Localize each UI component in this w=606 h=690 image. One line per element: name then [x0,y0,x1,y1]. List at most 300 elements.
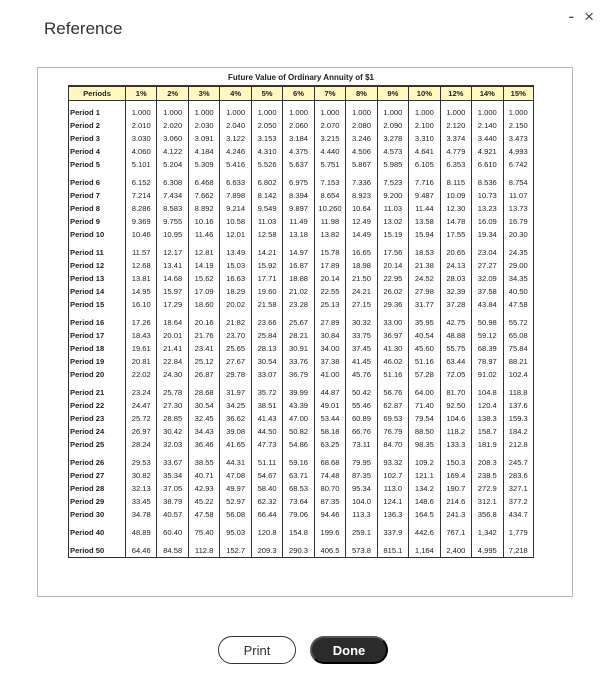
table-cell: 104.6 [440,412,471,425]
table-cell: 35.34 [156,469,187,482]
table-cell: 27.67 [219,355,250,368]
table-cell: 51.16 [377,368,408,381]
table-cell: 148.6 [408,495,439,508]
table-cell: 1.000 [156,106,187,119]
table-cell: 767.1 [440,526,471,539]
table-cell: 55.72 [503,316,534,329]
table-cell: 2.100 [408,119,439,132]
table-cell: 16.87 [282,259,313,272]
table-cell: 18.60 [188,298,219,311]
table-cell: 39.99 [282,386,313,399]
table-cell: 28.21 [282,329,313,342]
table-cell: 118.2 [440,425,471,438]
table-cell: 58.40 [251,482,282,495]
period-label: Period 8 [68,202,125,215]
table-cell: 33.76 [282,355,313,368]
period-label: Period 30 [68,508,125,521]
table-cell: 50.98 [471,316,502,329]
table-cell: 33.00 [377,316,408,329]
header-rate: 4% [219,86,250,101]
table-cell: 50.42 [345,386,376,399]
period-label: Period 5 [68,158,125,171]
table-cell: 2,400 [440,544,471,558]
table-cell: 28.03 [440,272,471,285]
table-cell: 164.5 [408,508,439,521]
table-cell: 14.95 [125,285,156,298]
table-cell: 30.91 [282,342,313,355]
table-cell: 18.98 [345,259,376,272]
table-cell: 37.45 [345,342,376,355]
table-cell: 7.214 [125,189,156,202]
table-cell: 118.8 [503,386,534,399]
table-cell: 28.68 [188,386,219,399]
table-cell: 79.06 [282,508,313,521]
table-cell: 56.08 [219,508,250,521]
table-cell: 17.89 [314,259,345,272]
table-cell: 12.30 [440,202,471,215]
header-rate: 9% [377,86,408,101]
table-cell: 65.08 [503,329,534,342]
table-cell: 4.440 [314,145,345,158]
table-cell: 55.75 [440,342,471,355]
table-cell: 283.6 [503,469,534,482]
table-cell: 49.01 [314,399,345,412]
table-cell: 241.3 [440,508,471,521]
table-title: Future Value of Ordinary Annuity of $1 [68,71,534,86]
table-cell: 59.16 [282,456,313,469]
dialog-title: Reference [44,19,123,38]
table-cell: 48.88 [440,329,471,342]
table-cell: 14.49 [345,228,376,241]
table-cell: 34.78 [125,508,156,521]
table-cell: 3.184 [282,132,313,145]
table-cell: 24.30 [156,368,187,381]
table-cell: 1.000 [471,106,502,119]
table-cell: 88.50 [408,425,439,438]
header-rate: 5% [251,86,282,101]
period-label: Period 50 [68,544,125,558]
table-cell: 26.02 [377,285,408,298]
table-cell: 20.02 [219,298,250,311]
print-button[interactable]: Print [218,636,296,664]
table-cell: 71.40 [408,399,439,412]
table-cell: 68.68 [314,456,345,469]
table-cell: 37.58 [471,285,502,298]
table-cell: 59.12 [471,329,502,342]
header-rate: 7% [314,86,345,101]
table-cell: 109.2 [408,456,439,469]
table-cell: 4.779 [440,145,471,158]
table-cell: 21.38 [408,259,439,272]
table-cell: 29.78 [219,368,250,381]
table-cell: 6.742 [503,158,534,171]
table-cell: 9.897 [282,202,313,215]
table-cell: 44.87 [314,386,345,399]
period-label: Period 2 [68,119,125,132]
table-cell: 11.44 [408,202,439,215]
table-cell: 24.52 [408,272,439,285]
table-cell: 25.78 [156,386,187,399]
table-cell: 7.336 [345,176,376,189]
period-label: Period 19 [68,355,125,368]
table-cell: 3.440 [471,132,502,145]
table-cell: 16.63 [219,272,250,285]
table-cell: 34.43 [188,425,219,438]
table-cell: 81.70 [440,386,471,399]
period-label: Period 28 [68,482,125,495]
table-cell: 124.1 [377,495,408,508]
table-cell: 63.44 [440,355,471,368]
table-cell: 3.153 [251,132,282,145]
table-cell: 120.4 [471,399,502,412]
table-cell: 34.25 [219,399,250,412]
table-cell: 199.6 [314,526,345,539]
table-cell: 12.01 [219,228,250,241]
table-cell: 11.03 [251,215,282,228]
table-cell: 104.8 [471,386,502,399]
table-cell: 14.68 [156,272,187,285]
table-cell: 44.31 [219,456,250,469]
period-label: Period 10 [68,228,125,241]
table-cell: 64.46 [125,544,156,558]
table-cell: 24.21 [345,285,376,298]
table-cell: 5.751 [314,158,345,171]
table-cell: 22.95 [377,272,408,285]
table-cell: 54.67 [251,469,282,482]
table-cell: 5.867 [345,158,376,171]
close-icon[interactable]: × [584,7,594,26]
table-cell: 9.755 [156,215,187,228]
table-cell: 79.54 [408,412,439,425]
table-cell: 79.95 [345,456,376,469]
table-cell: 7.898 [219,189,250,202]
table-cell: 16.65 [345,246,376,259]
table-cell: 68.53 [282,482,313,495]
table-cell: 14.78 [440,215,471,228]
table-cell: 75.84 [503,342,534,355]
table-cell: 22.02 [125,368,156,381]
table-cell: 102.7 [377,469,408,482]
table-cell: 3.278 [377,132,408,145]
table-cell: 41.43 [251,412,282,425]
table-cell: 3.122 [219,132,250,145]
table-cell: 43.84 [471,298,502,311]
table-cell: 94.46 [314,508,345,521]
table-cell: 25.12 [188,355,219,368]
table-cell: 17.56 [377,246,408,259]
table-cell: 25.13 [314,298,345,311]
table-cell: 112.8 [188,544,219,558]
table-cell: 4.060 [125,145,156,158]
table-cell: 8.923 [345,189,376,202]
table-cell: 14.97 [282,246,313,259]
table-cell: 60.40 [156,526,187,539]
table-cell: 134.2 [408,482,439,495]
table-cell: 33.67 [156,456,187,469]
table-cell: 55.46 [345,399,376,412]
done-button[interactable]: Done [310,636,388,664]
period-label: Period 22 [68,399,125,412]
table-cell: 26.97 [125,425,156,438]
table-cell: 22.55 [314,285,345,298]
table-cell: 18.88 [282,272,313,285]
table-cell: 16.79 [503,215,534,228]
period-label: Period 6 [68,176,125,189]
table-cell: 1.000 [503,106,534,119]
table-cell: 136.3 [377,508,408,521]
table-cell: 95.03 [219,526,250,539]
table-cell: 5.637 [282,158,313,171]
table-cell: 7.153 [314,176,345,189]
annuity-table [68,71,534,558]
table-cell: 11.49 [282,215,313,228]
table-cell: 32.03 [156,438,187,451]
table-cell: 13.23 [471,202,502,215]
table-cell: 6.975 [282,176,313,189]
period-label: Period 26 [68,456,125,469]
table-cell: 3.060 [156,132,187,145]
period-label: Period 9 [68,215,125,228]
table-cell: 19.61 [125,342,156,355]
table-cell: 24.47 [125,399,156,412]
table-cell: 21.76 [188,329,219,342]
table-cell: 158.7 [471,425,502,438]
table-cell: 20.65 [440,246,471,259]
table-cell: 92.50 [440,399,471,412]
table-cell: 30.32 [345,316,376,329]
table-cell: 17.26 [125,316,156,329]
table-cell: 3.215 [314,132,345,145]
table-cell: 11.57 [125,246,156,259]
period-label: Period 18 [68,342,125,355]
table-cell: 10.09 [440,189,471,202]
table-cell: 4.310 [251,145,282,158]
table-grid [68,86,534,558]
table-cell: 8.654 [314,189,345,202]
table-cell: 214.6 [440,495,471,508]
table-cell: 4.184 [188,145,219,158]
table-cell: 32.45 [188,412,219,425]
table-cell: 7.716 [408,176,439,189]
table-cell: 312.1 [471,495,502,508]
table-cell: 41.30 [377,342,408,355]
table-cell: 37.28 [440,298,471,311]
table-cell: 5.985 [377,158,408,171]
table-cell: 23.24 [125,386,156,399]
table-cell: 30.42 [156,425,187,438]
table-cell: 4.921 [471,145,502,158]
header-rate: 15% [503,86,534,101]
table-cell: 15.92 [251,259,282,272]
table-cell: 7.434 [156,189,187,202]
table-cell: 73.64 [282,495,313,508]
table-cell: 184.2 [503,425,534,438]
table-cell: 62.32 [251,495,282,508]
table-cell: 21.58 [251,298,282,311]
table-cell: 27.27 [471,259,502,272]
table-cell: 9.549 [251,202,282,215]
table-cell: 50.82 [282,425,313,438]
table-cell: 17.09 [188,285,219,298]
table-cell: 16.10 [125,298,156,311]
table-cell: 35.95 [408,316,439,329]
table-cell: 12.68 [125,259,156,272]
table-cell: 190.7 [440,482,471,495]
table-cell: 75.40 [188,526,219,539]
table-cell: 80.70 [314,482,345,495]
table-cell: 38.51 [251,399,282,412]
header-rate: 6% [282,86,313,101]
table-cell: 815.1 [377,544,408,558]
table-cell: 21.02 [282,285,313,298]
table-cell: 573.8 [345,544,376,558]
table-cell: 21.41 [156,342,187,355]
table-cell: 46.02 [377,355,408,368]
table-cell: 51.16 [408,355,439,368]
table-cell: 113.0 [377,482,408,495]
table-cell: 18.43 [125,329,156,342]
table-cell: 13.02 [377,215,408,228]
table-cell: 4.122 [156,145,187,158]
table-cell: 8.394 [282,189,313,202]
table-cell: 23.70 [219,329,250,342]
table-cell: 20.14 [314,272,345,285]
table-cell: 20.30 [503,228,534,241]
table-cell: 25.65 [219,342,250,355]
table-cell: 4,995 [471,544,502,558]
table-cell: 120.8 [251,526,282,539]
table-cell: 48.89 [125,526,156,539]
minimize-icon[interactable]: - [568,7,575,26]
header-rate: 1% [125,86,156,101]
table-cell: 406.5 [314,544,345,558]
table-cell: 36.62 [219,412,250,425]
table-cell: 272.9 [471,482,502,495]
table-cell: 9.369 [125,215,156,228]
table-cell: 20.16 [188,316,219,329]
table-cell: 29.53 [125,456,156,469]
table-cell: 36.79 [282,368,313,381]
table-cell: 3.473 [503,132,534,145]
table-cell: 3.246 [345,132,376,145]
table-cell: 2.050 [251,119,282,132]
table-cell: 7.523 [377,176,408,189]
table-cell: 17.55 [440,228,471,241]
table-cell: 24.13 [440,259,471,272]
table-cell: 1.000 [408,106,439,119]
table-cell: 30.84 [314,329,345,342]
table-cell: 72.05 [440,368,471,381]
table-cell: 15.97 [156,285,187,298]
table-cell: 25.72 [125,412,156,425]
table-cell: 3.030 [125,132,156,145]
table-cell: 12.58 [251,228,282,241]
table-cell: 1,779 [503,526,534,539]
table-cell: 1.000 [219,106,250,119]
table-cell: 20.14 [377,259,408,272]
table-cell: 121.1 [408,469,439,482]
table-cell: 133.3 [440,438,471,451]
table-cell: 6.105 [408,158,439,171]
table-cell: 1.000 [282,106,313,119]
table-cell: 78.97 [471,355,502,368]
table-cell: 31.77 [408,298,439,311]
period-label: Period 7 [68,189,125,202]
table-cell: 2.010 [125,119,156,132]
table-cell: 15.94 [408,228,439,241]
table-cell: 32.13 [125,482,156,495]
table-cell: 11.07 [503,189,534,202]
table-cell: 30.82 [125,469,156,482]
table-cell: 34.35 [503,272,534,285]
table-cell: 36.46 [188,438,219,451]
table-cell: 33.07 [251,368,282,381]
table-cell: 3.310 [408,132,439,145]
table-cell: 9.200 [377,189,408,202]
table-cell: 10.95 [156,228,187,241]
table-cell: 1.000 [188,106,219,119]
table-cell: 22.84 [156,355,187,368]
header-rate: 2% [156,86,187,101]
table-cell: 19.60 [251,285,282,298]
table-cell: 35.72 [251,386,282,399]
table-cell: 15.62 [188,272,219,285]
table-cell: 1,342 [471,526,502,539]
table-cell: 62.87 [377,399,408,412]
period-label: Period 40 [68,526,125,539]
table-cell: 20.01 [156,329,187,342]
table-cell: 66.76 [345,425,376,438]
header-periods: Periods [68,86,125,101]
table-cell: 29.00 [503,259,534,272]
table-cell: 6.353 [440,158,471,171]
table-cell: 6.802 [251,176,282,189]
table-cell: 63.71 [282,469,313,482]
header-rate: 8% [345,86,376,101]
table-cell: 4.993 [503,145,534,158]
table-cell: 8.892 [188,202,219,215]
table-cell: 27.15 [345,298,376,311]
table-cell: 4.573 [377,145,408,158]
table-cell: 27.98 [408,285,439,298]
table-cell: 4.641 [408,145,439,158]
table-cell: 18.53 [408,246,439,259]
table-cell: 87.35 [345,469,376,482]
table-cell: 10.64 [345,202,376,215]
table-cell: 23.66 [251,316,282,329]
table-cell: 5.204 [156,158,187,171]
table-cell: 34.00 [314,342,345,355]
table-cell: 1.000 [314,106,345,119]
header-rate: 14% [471,86,502,101]
table-cell: 20.81 [125,355,156,368]
period-label: Period 11 [68,246,125,259]
table-cell: 13.73 [503,202,534,215]
period-label: Period 27 [68,469,125,482]
table-cell: 327.1 [503,482,534,495]
table-cell: 42.75 [440,316,471,329]
table-cell: 2.070 [314,119,345,132]
table-cell: 41.45 [345,355,376,368]
table-cell: 2.020 [156,119,187,132]
table-cell: 150.3 [440,456,471,469]
table-cell: 91.02 [471,368,502,381]
period-label: Period 23 [68,412,125,425]
table-cell: 33.75 [345,329,376,342]
table-cell: 181.9 [471,438,502,451]
table-cell: 11.98 [314,215,345,228]
table-cell: 37.05 [156,482,187,495]
